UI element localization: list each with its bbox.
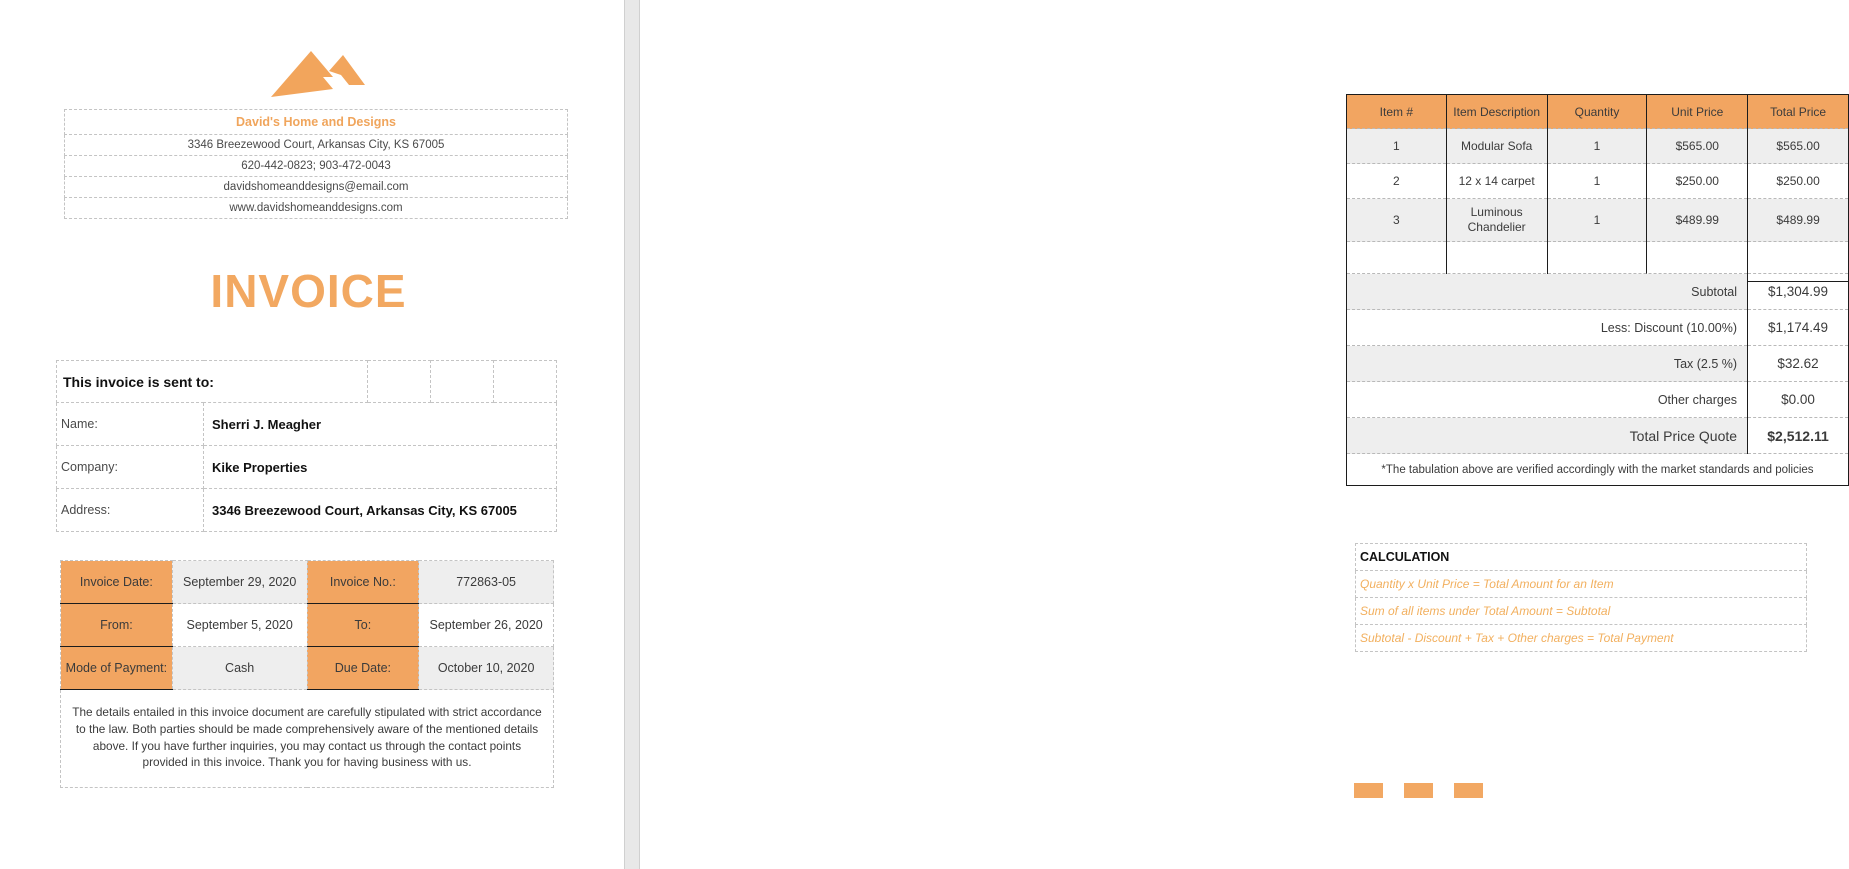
total-price-quote-label: Total Price Quote <box>1347 418 1748 454</box>
table-row <box>1356 598 1807 625</box>
address-value: 3346 Breezewood Court, Arkansas City, KS 67005 <box>204 489 557 532</box>
item-total-price: $565.00 <box>1748 129 1849 164</box>
table-row <box>65 135 568 156</box>
due-date-value: October 10, 2020 <box>419 647 554 690</box>
from-value: September 5, 2020 <box>172 604 307 647</box>
company-email: davidshomeanddesigns@email.com <box>65 177 568 198</box>
name-label: Name: <box>57 403 204 446</box>
item-total-price: $250.00 <box>1748 164 1849 199</box>
item-unit-price: $250.00 <box>1647 164 1748 199</box>
page-title: INVOICE <box>210 265 407 317</box>
color-swatch-group <box>1354 783 1483 798</box>
table-row <box>61 561 554 604</box>
company-label: Company: <box>57 446 204 489</box>
company-address: 3346 Breezewood Court, Arkansas City, KS 67005 <box>65 135 568 156</box>
bill-to-table <box>56 360 557 532</box>
company-phones: 620-442-0823; 903-472-0043 <box>65 156 568 177</box>
table-row <box>1347 164 1849 199</box>
item-description: 12 x 14 carpet <box>1446 164 1547 199</box>
table-row <box>1347 382 1849 418</box>
mode-of-payment-value: Cash <box>172 647 307 690</box>
to-label: To: <box>307 604 419 647</box>
color-swatch-3 <box>1454 783 1483 798</box>
table-row <box>57 403 557 446</box>
line-items-table <box>1346 94 1849 282</box>
other-charges-value: $0.00 <box>1748 382 1849 418</box>
company-value: Kike Properties <box>204 446 557 489</box>
company-website: www.davidshomeanddesigns.com <box>65 198 568 219</box>
table-row <box>1347 310 1849 346</box>
col-header-item-number: Item # <box>1347 95 1447 129</box>
discount-label: Less: Discount (10.00%) <box>1347 310 1748 346</box>
color-swatch-1 <box>1354 783 1383 798</box>
address-label: Address: <box>57 489 204 532</box>
table-row <box>61 690 554 788</box>
table-row <box>1347 418 1849 454</box>
item-description: Modular Sofa <box>1446 129 1547 164</box>
table-row <box>65 177 568 198</box>
calculation-formula-1: Quantity x Unit Price = Total Amount for an Item <box>1356 571 1807 598</box>
discount-value: $1,174.49 <box>1748 310 1849 346</box>
invoice-dates-table <box>60 560 554 788</box>
calculation-heading: CALCULATION <box>1356 544 1807 571</box>
invoice-date-value: September 29, 2020 <box>172 561 307 604</box>
table-row <box>65 110 568 135</box>
table-header-row <box>1347 95 1849 129</box>
blank-cell-1 <box>368 361 431 403</box>
col-header-unit-price: Unit Price <box>1647 95 1748 129</box>
table-row <box>1347 346 1849 382</box>
bill-to-heading: This invoice is sent to: <box>57 361 368 403</box>
table-row <box>1356 544 1807 571</box>
calculation-formula-2: Sum of all items under Total Amount = Subtotal <box>1356 598 1807 625</box>
invoice-terms-note: The details entailed in this invoice document are carefully stipulated with strict accordance to the law. Both parties should be made comprehensively aware of the mentioned details above. If you have further inquiries, you may contact us through the contact points provided in this invoice. Thank you for having business with us. <box>61 690 554 788</box>
to-value: September 26, 2020 <box>419 604 554 647</box>
invoice-date-label: Invoice Date: <box>61 561 173 604</box>
vertical-scrollbar[interactable] <box>624 0 640 869</box>
invoice-no-value: 772863-05 <box>419 561 554 604</box>
subtotal-value: $1,304.99 <box>1748 274 1849 310</box>
scrollbar-thumb[interactable] <box>625 0 639 869</box>
totals-table <box>1346 273 1849 486</box>
company-name: David's Home and Designs <box>65 110 568 135</box>
table-row <box>65 198 568 219</box>
invoice-page-right <box>641 0 1829 869</box>
subtotal-label: Subtotal <box>1347 274 1748 310</box>
totals-footnote: *The tabulation above are verified accordingly with the market standards and policies <box>1347 454 1849 486</box>
invoice-no-label: Invoice No.: <box>307 561 419 604</box>
col-header-quantity: Quantity <box>1547 95 1647 129</box>
name-value: Sherri J. Meagher <box>204 403 557 446</box>
item-unit-price: $565.00 <box>1647 129 1748 164</box>
tax-label: Tax (2.5 %) <box>1347 346 1748 382</box>
item-number: 3 <box>1347 199 1447 242</box>
calculation-formula-3: Subtotal - Discount + Tax + Other charges = Total Payment <box>1356 625 1807 652</box>
col-header-total-price: Total Price <box>1748 95 1849 129</box>
item-quantity: 1 <box>1547 199 1647 242</box>
item-quantity: 1 <box>1547 164 1647 199</box>
table-row <box>1347 129 1849 164</box>
item-quantity: 1 <box>1547 129 1647 164</box>
mode-of-payment-label: Mode of Payment: <box>61 647 173 690</box>
item-total-price: $489.99 <box>1748 199 1849 242</box>
table-row <box>1356 625 1807 652</box>
table-row <box>1347 454 1849 486</box>
table-row <box>61 604 554 647</box>
blank-cell-3 <box>494 361 557 403</box>
color-swatch-2 <box>1404 783 1433 798</box>
blank-cell-2 <box>431 361 494 403</box>
mountain-range-logo-icon <box>271 47 365 99</box>
table-row <box>1347 199 1849 242</box>
total-price-quote-value: $2,512.11 <box>1748 418 1849 454</box>
invoice-page-left <box>0 0 624 869</box>
table-row <box>57 446 557 489</box>
table-row <box>65 156 568 177</box>
table-row <box>57 361 557 403</box>
due-date-label: Due Date: <box>307 647 419 690</box>
item-unit-price: $489.99 <box>1647 199 1748 242</box>
table-row <box>1356 571 1807 598</box>
item-description: Luminous Chandelier <box>1446 199 1547 242</box>
from-label: From: <box>61 604 173 647</box>
company-info-table <box>64 109 568 219</box>
other-charges-label: Other charges <box>1347 382 1748 418</box>
table-row <box>61 647 554 690</box>
item-number: 1 <box>1347 129 1447 164</box>
tax-value: $32.62 <box>1748 346 1849 382</box>
item-number: 2 <box>1347 164 1447 199</box>
table-row <box>1347 274 1849 310</box>
table-row <box>57 489 557 532</box>
calculation-box <box>1355 543 1807 652</box>
col-header-item-description: Item Description <box>1446 95 1547 129</box>
